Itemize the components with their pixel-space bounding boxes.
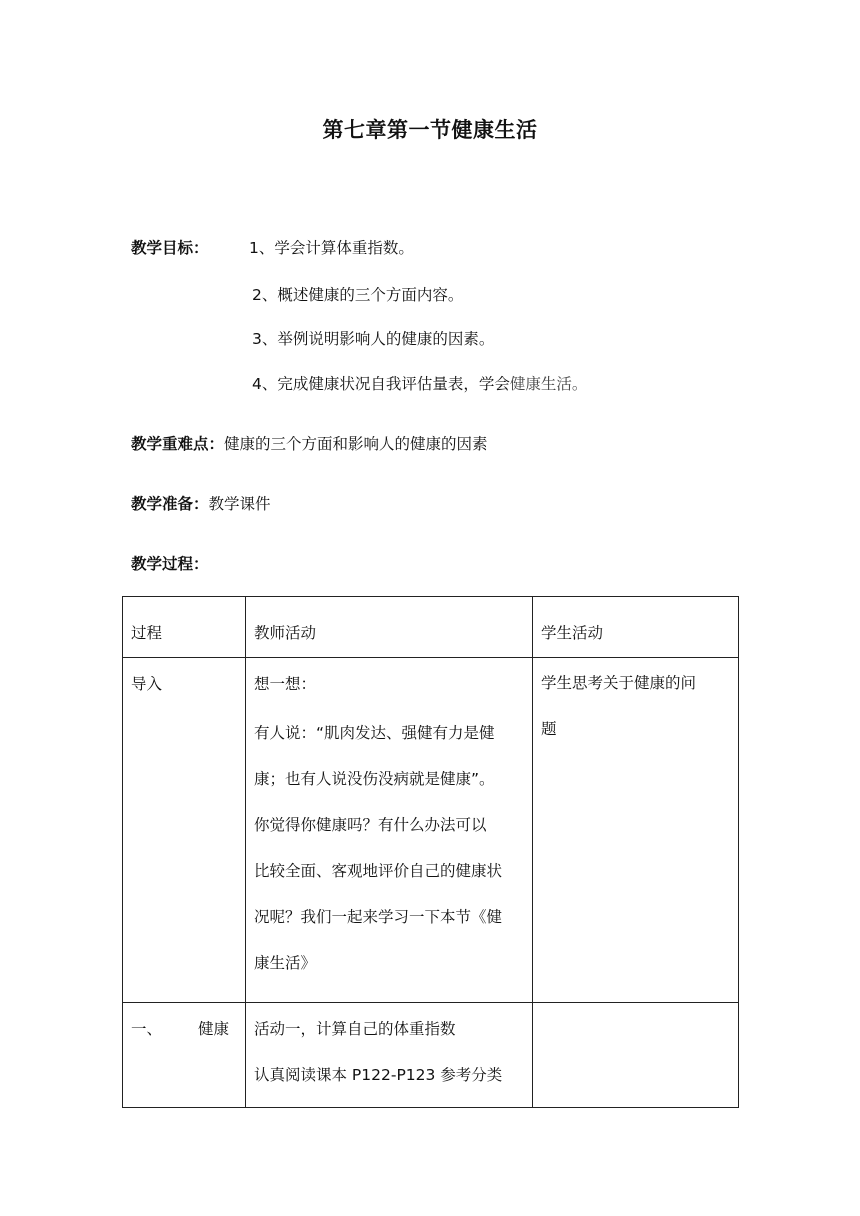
preparation-text: 教学课件 xyxy=(208,495,271,513)
objective-item: 1、学会计算体重指数。 xyxy=(249,239,414,257)
table-header-cell: 教师活动 xyxy=(246,597,533,658)
objectives-label: 教学目标： xyxy=(131,239,209,257)
teacher-activity-cell: 活动一，计算自己的体重指数 认真阅读课本 P122-P123 参考分类 xyxy=(246,1003,533,1108)
student-activity-cell xyxy=(533,1003,739,1108)
objective-item: 3、举例说明影响人的健康的因素。 xyxy=(252,330,495,348)
table-row xyxy=(123,1003,739,1108)
objective-item-suffix: 健康生活。 xyxy=(509,375,588,393)
objective-item xyxy=(252,372,587,394)
key-points-text: 健康的三个方面和影响人的健康的因素 xyxy=(224,435,488,453)
teacher-activity-cell: 想一想： 有人说：“肌肉发达、强健有力是健 康；也有人说没伤没病就是健康”。 你觉得你健康吗？有什么办法可以 比较全面、客观地评价自己的健康状 况呢？我们一起来学习一下本节《健 康生活》 xyxy=(246,658,533,1003)
document-title: 第七章第一节健康生活 xyxy=(322,118,538,142)
table-header-cell: 学生活动 xyxy=(533,597,739,658)
stage-cell: 一、 健康 xyxy=(123,1003,246,1108)
process-table xyxy=(122,596,739,1108)
objective-item: 2、概述健康的三个方面内容。 xyxy=(252,286,464,304)
table-header-cell: 过程 xyxy=(123,597,246,658)
stage-cell: 导入 xyxy=(123,658,246,1003)
objective-item-text: 4、完成健康状况自我评估量表，学会 xyxy=(252,375,510,393)
key-points xyxy=(131,432,488,454)
preparation-label: 教学准备： xyxy=(131,495,209,513)
key-points-label: 教学重难点： xyxy=(131,435,225,453)
table-header-row xyxy=(123,597,739,658)
student-activity-cell: 学生思考关于健康的问 题 xyxy=(533,658,739,1003)
preparation xyxy=(131,492,271,514)
process-label: 教学过程： xyxy=(131,555,209,573)
table-row xyxy=(123,658,739,1003)
